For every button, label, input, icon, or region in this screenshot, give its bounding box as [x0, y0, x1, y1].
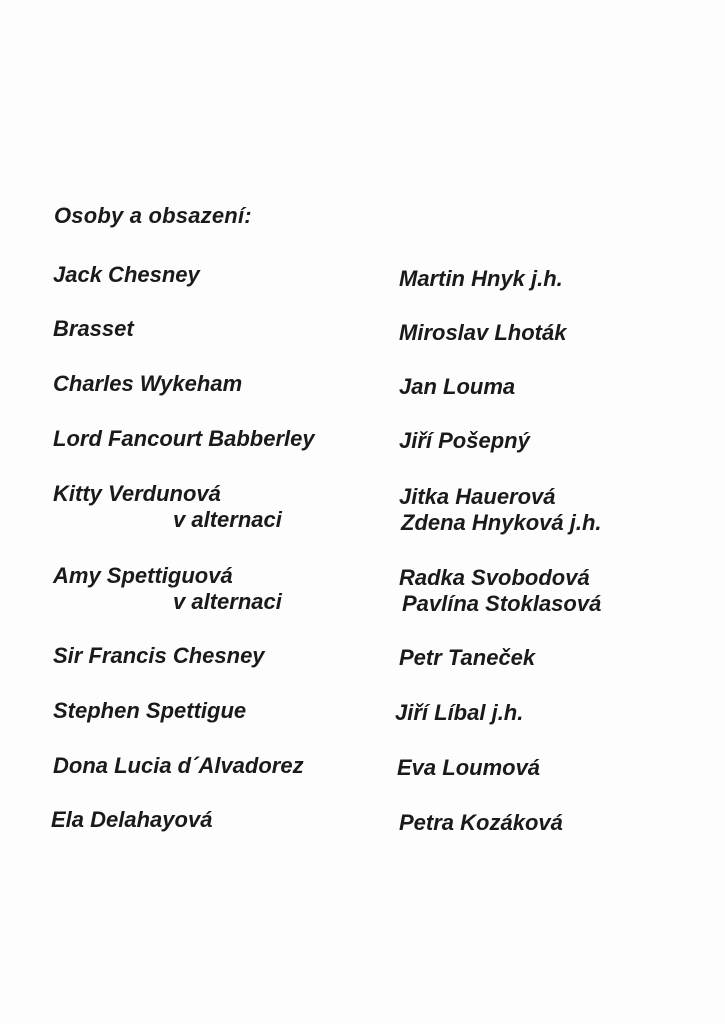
role-name: Ela Delahayová — [51, 807, 213, 832]
role-name: Lord Fancourt Babberley — [53, 426, 315, 451]
actor-name: Petra Kozáková — [399, 810, 563, 835]
role-note: v alternaci — [173, 507, 282, 532]
role-name: Stephen Spettigue — [53, 698, 247, 723]
role-note: v alternaci — [173, 589, 282, 614]
actor-name: Eva Loumová — [397, 755, 541, 780]
role-cell — [53, 563, 282, 615]
actor-name: Zdena Hnyková j.h. — [401, 510, 602, 535]
actor-name: Martin Hnyk j.h. — [399, 266, 563, 291]
actor-name: Pavlína Stoklasová — [402, 591, 602, 616]
actor-name: Jan Louma — [399, 374, 516, 399]
actor-name: Miroslav Lhoták — [399, 320, 567, 345]
role-name: Sir Francis Chesney — [53, 643, 265, 668]
role-name: Kitty Verdunová — [53, 481, 221, 506]
role-name: Charles Wykeham — [53, 371, 243, 396]
role-name: Jack Chesney — [53, 262, 200, 287]
role-name: Brasset — [53, 316, 134, 341]
cast-heading: Osoby a obsazení: — [54, 203, 252, 228]
role-cell — [53, 481, 282, 533]
actor-name: Jiří Pošepný — [399, 428, 530, 453]
actor-name: Radka Svobodová — [399, 565, 590, 590]
role-name: Amy Spettiguová — [53, 563, 233, 588]
actor-name: Jiří Líbal j.h. — [395, 700, 524, 725]
actor-name: Jitka Hauerová — [399, 484, 556, 509]
actor-cell — [399, 484, 602, 536]
actor-cell — [399, 565, 601, 617]
actor-name: Petr Taneček — [399, 645, 536, 670]
role-name: Dona Lucia d´Alvadorez — [53, 753, 304, 778]
